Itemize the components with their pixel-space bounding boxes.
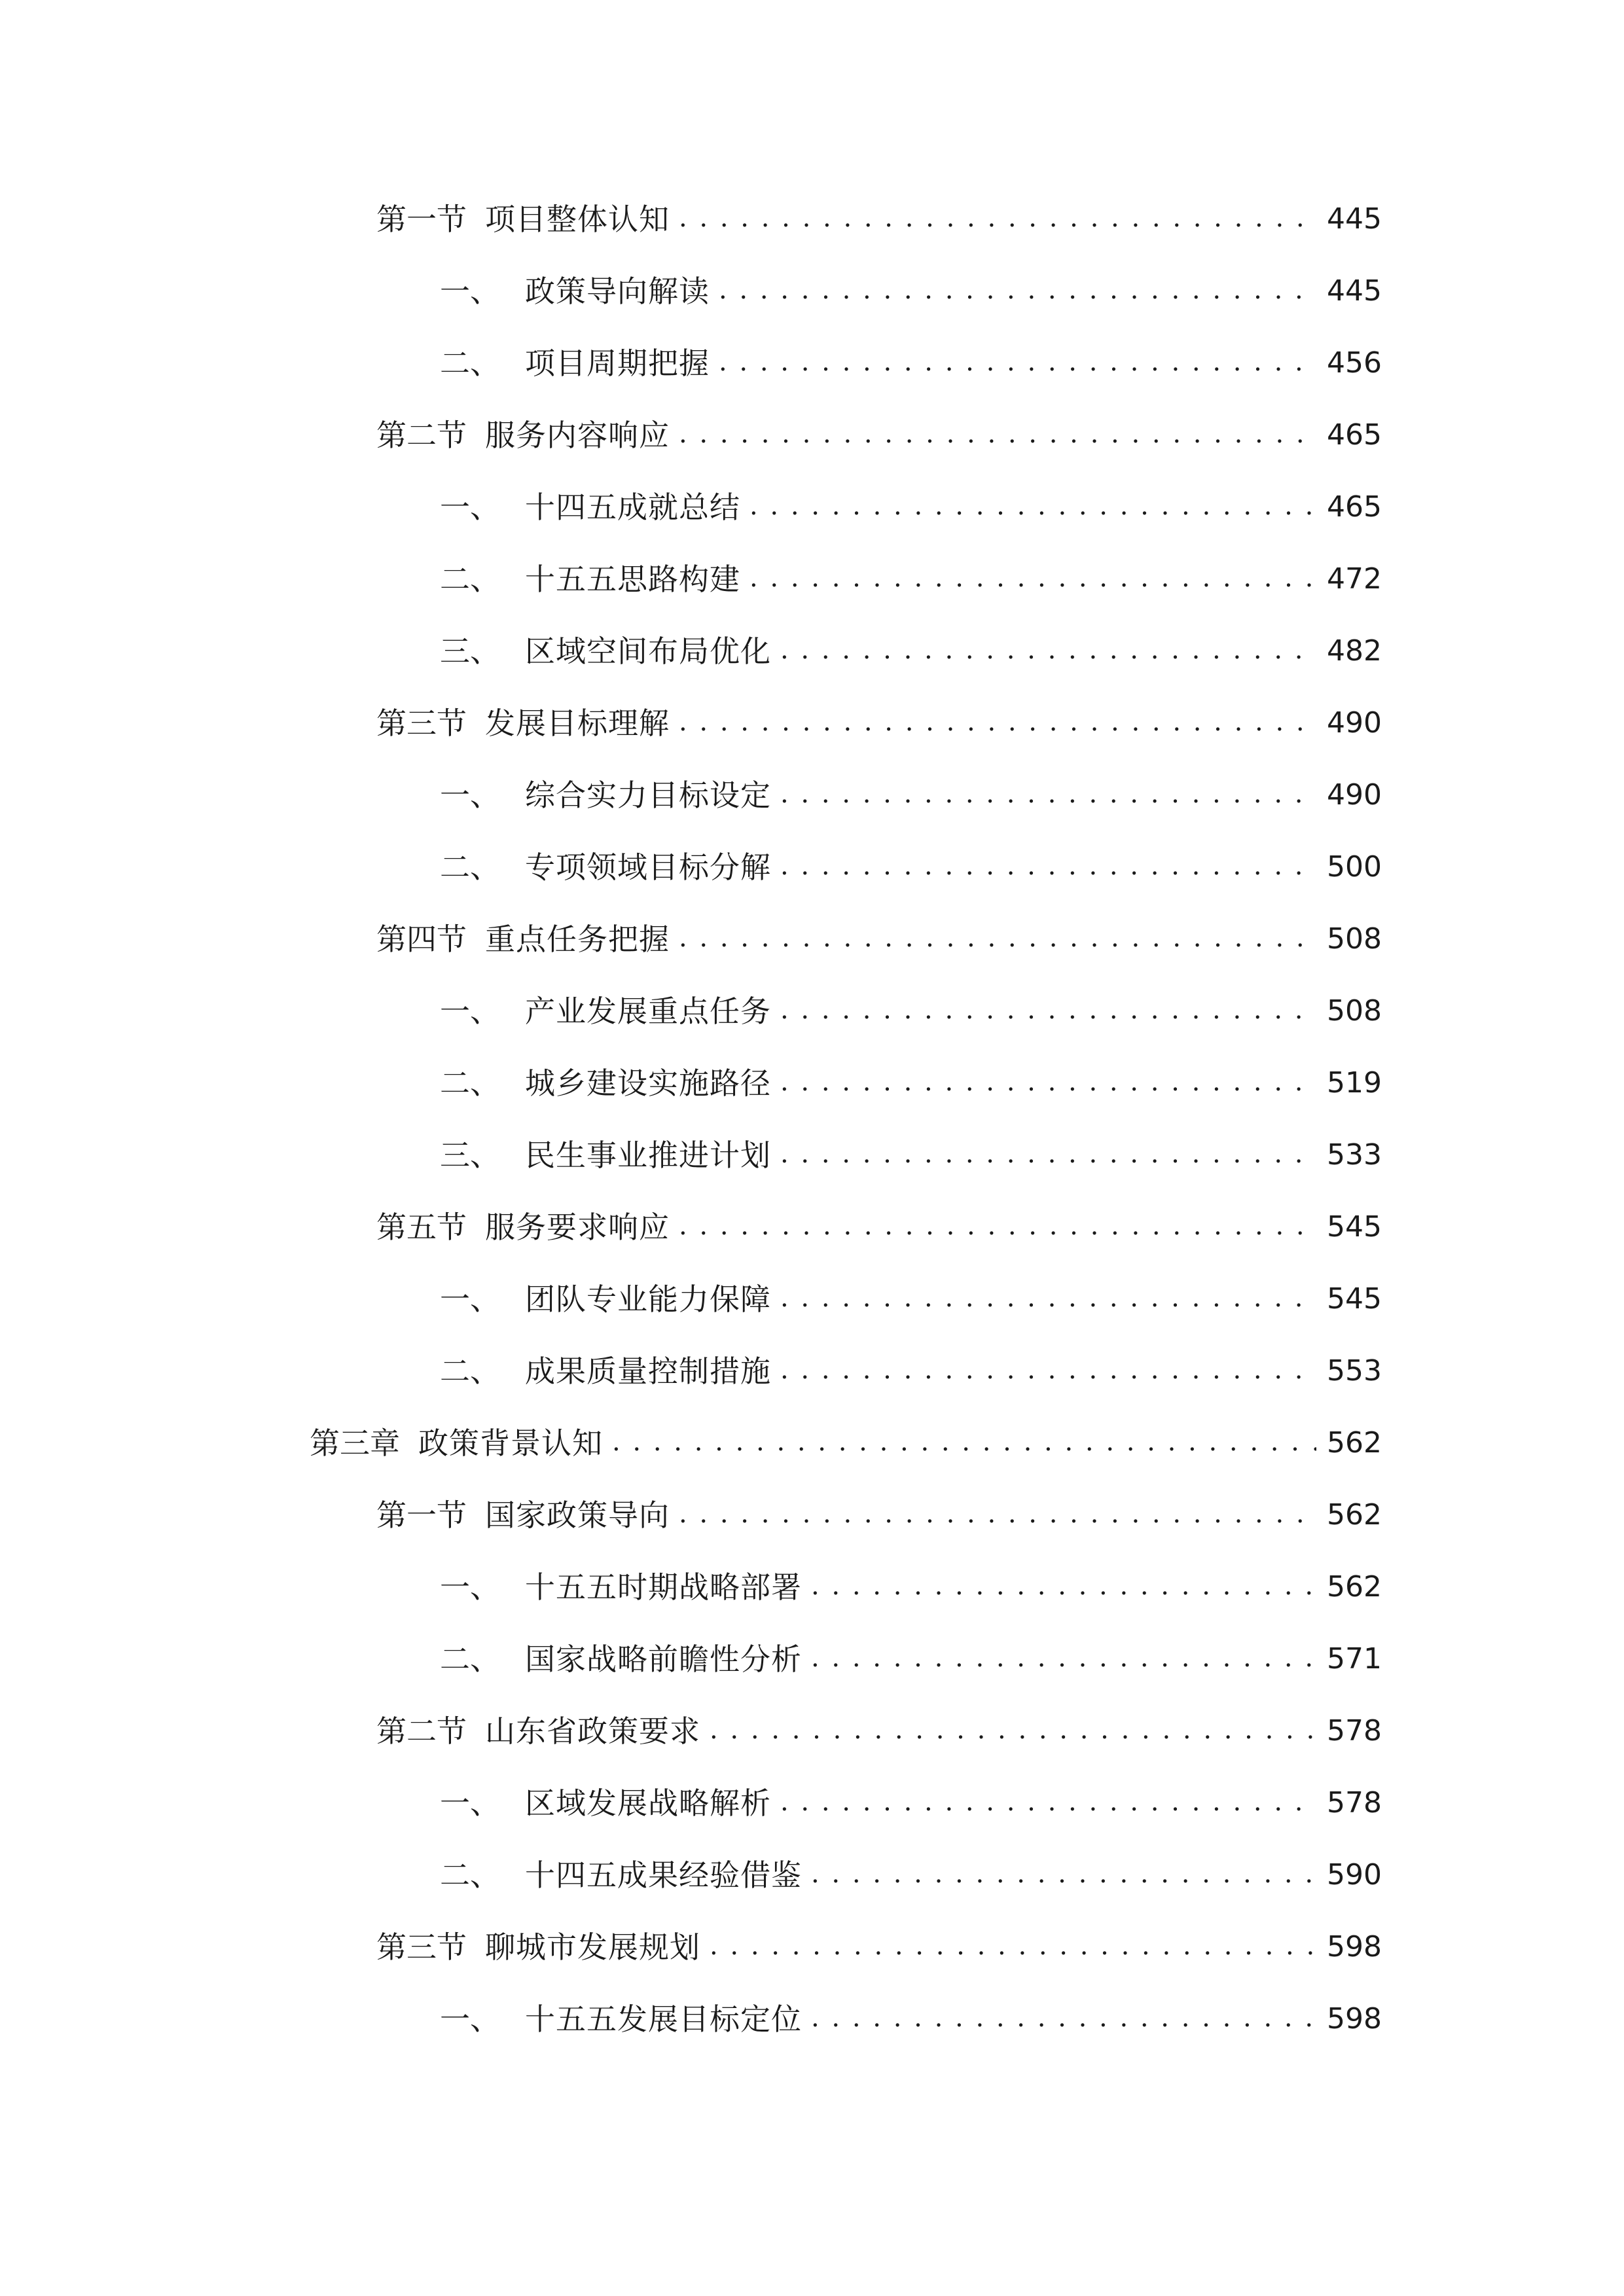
toc-entry-number: 第二节 bbox=[376, 418, 467, 453]
toc-dot-leader bbox=[679, 1198, 1316, 1257]
toc-page-number: 490 bbox=[1327, 778, 1382, 812]
toc-entry-title: 十五五时期战略部署 bbox=[525, 1570, 802, 1605]
toc-entry-number: 第三节 bbox=[376, 706, 467, 741]
toc-entry-title: 项目整体认知 bbox=[485, 202, 670, 237]
toc-entry-title: 产业发展重点任务 bbox=[525, 994, 771, 1029]
toc-entry-number: 一、 bbox=[440, 274, 500, 309]
toc-entry[interactable] bbox=[0, 550, 1624, 609]
toc-entry-title: 区域空间布局优化 bbox=[525, 634, 771, 669]
toc-dot-leader bbox=[710, 1918, 1316, 1977]
toc-entry-number: 第三章 bbox=[310, 1426, 400, 1461]
toc-entry-number: 一、 bbox=[440, 994, 500, 1029]
toc-dot-leader bbox=[710, 1702, 1316, 1761]
toc-entry[interactable] bbox=[0, 1342, 1624, 1401]
toc-entry-title: 十四五成就总结 bbox=[525, 490, 740, 525]
toc-page-number: 590 bbox=[1327, 1858, 1382, 1892]
toc-page-number: 482 bbox=[1327, 634, 1382, 668]
toc-entry-title: 团队专业能力保障 bbox=[525, 1282, 771, 1317]
toc-entry[interactable] bbox=[0, 622, 1624, 681]
toc-dot-leader bbox=[780, 766, 1316, 825]
toc-page-number: 508 bbox=[1327, 922, 1382, 956]
toc-dot-leader bbox=[780, 838, 1316, 897]
toc-page-number: 571 bbox=[1327, 1642, 1382, 1676]
toc-entry[interactable] bbox=[0, 766, 1624, 825]
toc-page-number: 456 bbox=[1327, 346, 1382, 380]
toc-entry[interactable] bbox=[0, 1198, 1624, 1257]
toc-entry-title: 民生事业推进计划 bbox=[525, 1138, 771, 1173]
toc-entry-number: 一、 bbox=[440, 1785, 500, 1821]
toc-dot-leader bbox=[811, 1630, 1316, 1689]
toc-page-number: 519 bbox=[1327, 1066, 1382, 1100]
toc-entry-title: 国家战略前瞻性分析 bbox=[525, 1641, 802, 1677]
toc-entry[interactable] bbox=[0, 1918, 1624, 1977]
toc-page-number: 598 bbox=[1327, 1930, 1382, 1964]
toc-entry-number: 三、 bbox=[440, 1138, 500, 1173]
toc-page-number: 445 bbox=[1327, 274, 1382, 308]
toc-entry[interactable] bbox=[0, 1702, 1624, 1761]
toc-entry-number: 一、 bbox=[440, 2001, 500, 2037]
toc-entry[interactable] bbox=[0, 1558, 1624, 1617]
toc-entry-title: 项目周期把握 bbox=[525, 346, 710, 381]
toc-dot-leader bbox=[679, 1486, 1316, 1545]
toc-page-number: 508 bbox=[1327, 994, 1382, 1028]
toc-dot-leader bbox=[719, 262, 1316, 321]
toc-entry[interactable] bbox=[0, 910, 1624, 969]
toc-entry-title: 聊城市发展规划 bbox=[485, 1929, 700, 1965]
toc-entry-title: 服务要求响应 bbox=[485, 1210, 670, 1245]
toc-entry-number: 一、 bbox=[440, 778, 500, 813]
toc-page-number: 465 bbox=[1327, 418, 1382, 452]
toc-entry[interactable] bbox=[0, 478, 1624, 537]
toc-entry[interactable] bbox=[0, 1270, 1624, 1329]
toc-page-number: 472 bbox=[1327, 562, 1382, 596]
toc-page-number: 578 bbox=[1327, 1786, 1382, 1820]
toc-dot-leader bbox=[811, 1558, 1316, 1617]
toc-entry[interactable] bbox=[0, 406, 1624, 465]
toc-dot-leader bbox=[749, 478, 1316, 537]
toc-entry-title: 发展目标理解 bbox=[485, 706, 670, 741]
toc-dot-leader bbox=[612, 1414, 1316, 1473]
toc-page-number: 578 bbox=[1327, 1714, 1382, 1748]
toc-entry-number: 二、 bbox=[440, 562, 500, 597]
toc-entry[interactable] bbox=[0, 1630, 1624, 1689]
toc-entry-title: 十四五成果经验借鉴 bbox=[525, 1857, 802, 1893]
toc-dot-leader bbox=[679, 694, 1316, 753]
toc-entry-title: 服务内容响应 bbox=[485, 418, 670, 453]
toc-dot-leader bbox=[780, 622, 1316, 681]
toc-entry-title: 城乡建设实施路径 bbox=[525, 1066, 771, 1101]
toc-entry-number: 第一节 bbox=[376, 202, 467, 237]
toc-entry[interactable] bbox=[0, 1990, 1624, 2049]
toc-dot-leader bbox=[780, 1270, 1316, 1329]
toc-entry-number: 一、 bbox=[440, 490, 500, 525]
toc-entry[interactable] bbox=[0, 1126, 1624, 1185]
toc-entry-title: 山东省政策要求 bbox=[485, 1713, 700, 1749]
toc-entry[interactable] bbox=[0, 694, 1624, 753]
toc-entry-title: 专项领域目标分解 bbox=[525, 850, 771, 885]
toc-dot-leader bbox=[811, 1846, 1316, 1905]
toc-entry-number: 第二节 bbox=[376, 1713, 467, 1749]
toc-entry-title: 政策背景认知 bbox=[418, 1426, 603, 1461]
toc-entry-title: 十五五思路构建 bbox=[525, 562, 740, 597]
toc-page-number: 562 bbox=[1327, 1570, 1382, 1604]
toc-page-number: 545 bbox=[1327, 1282, 1382, 1316]
toc-dot-leader bbox=[780, 1774, 1316, 1833]
toc-entry-title: 重点任务把握 bbox=[485, 922, 670, 957]
toc-entry[interactable] bbox=[0, 190, 1624, 249]
toc-dot-leader bbox=[780, 1342, 1316, 1401]
toc-page-number: 490 bbox=[1327, 706, 1382, 740]
toc-dot-leader bbox=[679, 190, 1316, 249]
toc-entry[interactable] bbox=[0, 1414, 1624, 1473]
toc-page-number: 562 bbox=[1327, 1498, 1382, 1532]
toc-entry-number: 第三节 bbox=[376, 1929, 467, 1965]
toc-entry[interactable] bbox=[0, 982, 1624, 1041]
toc-dot-leader bbox=[719, 334, 1316, 393]
toc-entry-title: 十五五发展目标定位 bbox=[525, 2001, 802, 2037]
toc-entry-title: 区域发展战略解析 bbox=[525, 1785, 771, 1821]
toc-dot-leader bbox=[780, 1054, 1316, 1113]
toc-entry-title: 综合实力目标设定 bbox=[525, 778, 771, 813]
toc-entry[interactable] bbox=[0, 1486, 1624, 1545]
toc-entry-number: 二、 bbox=[440, 346, 500, 381]
toc-page-number: 533 bbox=[1327, 1138, 1382, 1172]
toc-entry-number: 二、 bbox=[440, 1066, 500, 1101]
toc-dot-leader bbox=[679, 910, 1316, 969]
toc-entry-title: 国家政策导向 bbox=[485, 1498, 670, 1533]
toc-dot-leader bbox=[749, 550, 1316, 609]
toc-entry-number: 三、 bbox=[440, 634, 500, 669]
toc-dot-leader bbox=[780, 1126, 1316, 1185]
toc-entry-title: 政策导向解读 bbox=[525, 274, 710, 309]
toc-entry-number: 二、 bbox=[440, 850, 500, 885]
toc-entry[interactable] bbox=[0, 1846, 1624, 1905]
toc-page-number: 465 bbox=[1327, 490, 1382, 524]
toc-entry-number: 第五节 bbox=[376, 1210, 467, 1245]
toc-page-number: 500 bbox=[1327, 850, 1382, 884]
toc-entry-title: 成果质量控制措施 bbox=[525, 1354, 771, 1389]
toc-page-number: 445 bbox=[1327, 202, 1382, 236]
toc-entry-number: 第一节 bbox=[376, 1498, 467, 1533]
toc-dot-leader bbox=[679, 406, 1316, 465]
toc-entry-number: 二、 bbox=[440, 1354, 500, 1389]
toc-page-number: 598 bbox=[1327, 2002, 1382, 2036]
toc-page-number: 545 bbox=[1327, 1210, 1382, 1244]
toc-page-number: 553 bbox=[1327, 1354, 1382, 1388]
toc-entry-number: 一、 bbox=[440, 1570, 500, 1605]
toc-entry[interactable] bbox=[0, 334, 1624, 393]
toc-entry-number: 二、 bbox=[440, 1857, 500, 1893]
toc-entry-number: 第四节 bbox=[376, 922, 467, 957]
toc-page-number: 562 bbox=[1327, 1426, 1382, 1460]
toc-entry[interactable] bbox=[0, 1054, 1624, 1113]
toc-entry[interactable] bbox=[0, 1774, 1624, 1833]
toc-entry-number: 二、 bbox=[440, 1641, 500, 1677]
toc-dot-leader bbox=[780, 982, 1316, 1041]
toc-entry-number: 一、 bbox=[440, 1282, 500, 1317]
toc-entry[interactable] bbox=[0, 838, 1624, 897]
toc-entry[interactable] bbox=[0, 262, 1624, 321]
toc-dot-leader bbox=[811, 1990, 1316, 2049]
